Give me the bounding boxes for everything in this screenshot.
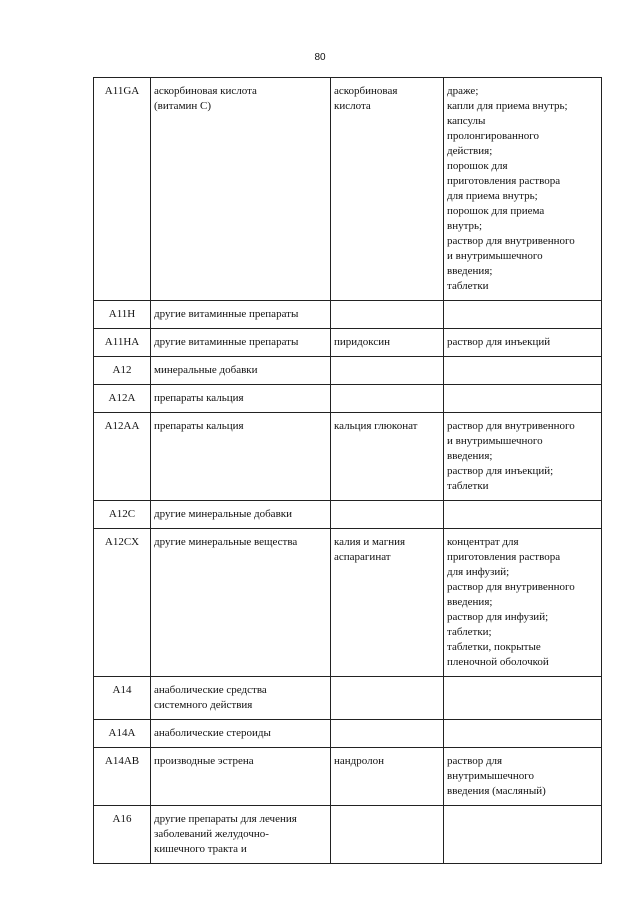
cell-line: раствор для внутривенного [447, 581, 575, 593]
cell-line: аспарагинат [334, 551, 391, 563]
cell-line: раствор для инъекций; [447, 465, 554, 477]
atc-code-cell: A14AB [94, 748, 151, 806]
atc-code-cell: A12 [94, 357, 151, 385]
table-row [94, 748, 602, 806]
cell-line: капли для приема внутрь; [447, 100, 568, 112]
cell-line: и внутримышечного [447, 435, 543, 447]
cell-line: внутрь; [447, 220, 483, 232]
atc-code-cell: A14A [94, 720, 151, 748]
table-row [94, 78, 602, 301]
cell-line: таблетки [447, 280, 489, 292]
cell-line: раствор для инфузий; [447, 611, 549, 623]
cell-line: раствор для внутривенного [447, 420, 575, 432]
forms-cell [444, 385, 602, 413]
forms-cell [444, 78, 602, 301]
cell-line: таблетки, покрытые [447, 641, 541, 653]
cell-line: пленочной оболочкой [447, 656, 549, 668]
cell-line: введения (масляный) [447, 785, 546, 797]
cell-line: для приема внутрь; [447, 190, 538, 202]
table-row [94, 677, 602, 720]
drug-table [93, 77, 602, 864]
forms-cell [444, 748, 602, 806]
cell-line: производные эстрена [154, 755, 254, 767]
inn-cell [331, 301, 444, 329]
inn-cell [331, 720, 444, 748]
cell-line: порошок для приема [447, 205, 545, 217]
cell-line: препараты кальция [154, 392, 244, 404]
forms-cell [444, 413, 602, 501]
atc-code-cell: A11GA [94, 78, 151, 301]
table-row [94, 413, 602, 501]
cell-line: (витамин С) [154, 100, 212, 112]
cell-line: таблетки; [447, 626, 492, 638]
cell-line: драже; [447, 85, 479, 97]
cell-line: приготовления раствора [447, 551, 561, 563]
atc-code-cell: A12CX [94, 529, 151, 677]
cell-line: аскорбиновая [334, 85, 398, 97]
cell-line: кишечного тракта и [154, 843, 247, 855]
cell-line: введения; [447, 450, 493, 462]
forms-cell [444, 529, 602, 677]
group-cell [151, 413, 331, 501]
group-cell [151, 301, 331, 329]
cell-line: кислота [334, 100, 371, 112]
group-cell [151, 78, 331, 301]
table-row [94, 529, 602, 677]
cell-line: калия и магния [334, 536, 406, 548]
cell-line: другие минеральные вещества [154, 536, 298, 548]
table-row [94, 385, 602, 413]
cell-line: введения; [447, 596, 493, 608]
table-row [94, 720, 602, 748]
inn-cell [331, 78, 444, 301]
table-row [94, 329, 602, 357]
cell-line: минеральные добавки [154, 364, 258, 376]
page-number: 80 [314, 52, 326, 63]
group-cell [151, 720, 331, 748]
cell-line: внутримышечного [447, 770, 534, 782]
cell-line: раствор для инъекций [447, 336, 551, 348]
inn-cell [331, 357, 444, 385]
group-cell [151, 385, 331, 413]
group-cell [151, 329, 331, 357]
atc-code-cell: A12C [94, 501, 151, 529]
cell-line: кальция глюконат [334, 420, 418, 432]
forms-cell [444, 501, 602, 529]
cell-line: раствор для внутривенного [447, 235, 575, 247]
cell-line: заболеваний желудочно- [154, 828, 269, 840]
inn-cell [331, 748, 444, 806]
cell-line: действия; [447, 145, 493, 157]
cell-line: раствор для [447, 755, 503, 767]
cell-line: другие минеральные добавки [154, 508, 292, 520]
inn-cell [331, 385, 444, 413]
cell-line: другие препараты для лечения [154, 813, 297, 825]
cell-line: анаболические средства [154, 684, 267, 696]
forms-cell [444, 329, 602, 357]
group-cell [151, 529, 331, 677]
group-cell [151, 748, 331, 806]
inn-cell [331, 501, 444, 529]
cell-line: капсулы [447, 115, 486, 127]
inn-cell [331, 529, 444, 677]
group-cell [151, 501, 331, 529]
atc-code-cell: A14 [94, 677, 151, 720]
atc-code-cell: A12A [94, 385, 151, 413]
cell-line: и внутримышечного [447, 250, 543, 262]
forms-cell [444, 720, 602, 748]
cell-line: введения; [447, 265, 493, 277]
table-row [94, 806, 602, 864]
atc-code-cell: A16 [94, 806, 151, 864]
forms-cell [444, 357, 602, 385]
inn-cell [331, 677, 444, 720]
cell-line: системного действия [154, 699, 253, 711]
forms-cell [444, 301, 602, 329]
forms-cell [444, 677, 602, 720]
table-row [94, 357, 602, 385]
cell-line: анаболические стероиды [154, 727, 271, 739]
atc-code-cell: A11H [94, 301, 151, 329]
cell-line: приготовления раствора [447, 175, 561, 187]
inn-cell [331, 413, 444, 501]
table-row [94, 301, 602, 329]
group-cell [151, 677, 331, 720]
atc-code-cell: A11HA [94, 329, 151, 357]
cell-line: таблетки [447, 480, 489, 492]
inn-cell [331, 806, 444, 864]
atc-code-cell: A12AA [94, 413, 151, 501]
table-row [94, 501, 602, 529]
inn-cell [331, 329, 444, 357]
cell-line: порошок для [447, 160, 508, 172]
cell-line: пролонгированного [447, 130, 539, 142]
cell-line: препараты кальция [154, 420, 244, 432]
cell-line: аскорбиновая кислота [154, 85, 257, 97]
cell-line: пиридоксин [334, 336, 390, 348]
forms-cell [444, 806, 602, 864]
cell-line: другие витаминные препараты [154, 336, 299, 348]
cell-line: другие витаминные препараты [154, 308, 299, 320]
group-cell [151, 357, 331, 385]
group-cell [151, 806, 331, 864]
cell-line: нандролон [334, 755, 384, 767]
cell-line: для инфузий; [447, 566, 510, 578]
table-body [94, 78, 602, 864]
cell-line: концентрат для [447, 536, 519, 548]
